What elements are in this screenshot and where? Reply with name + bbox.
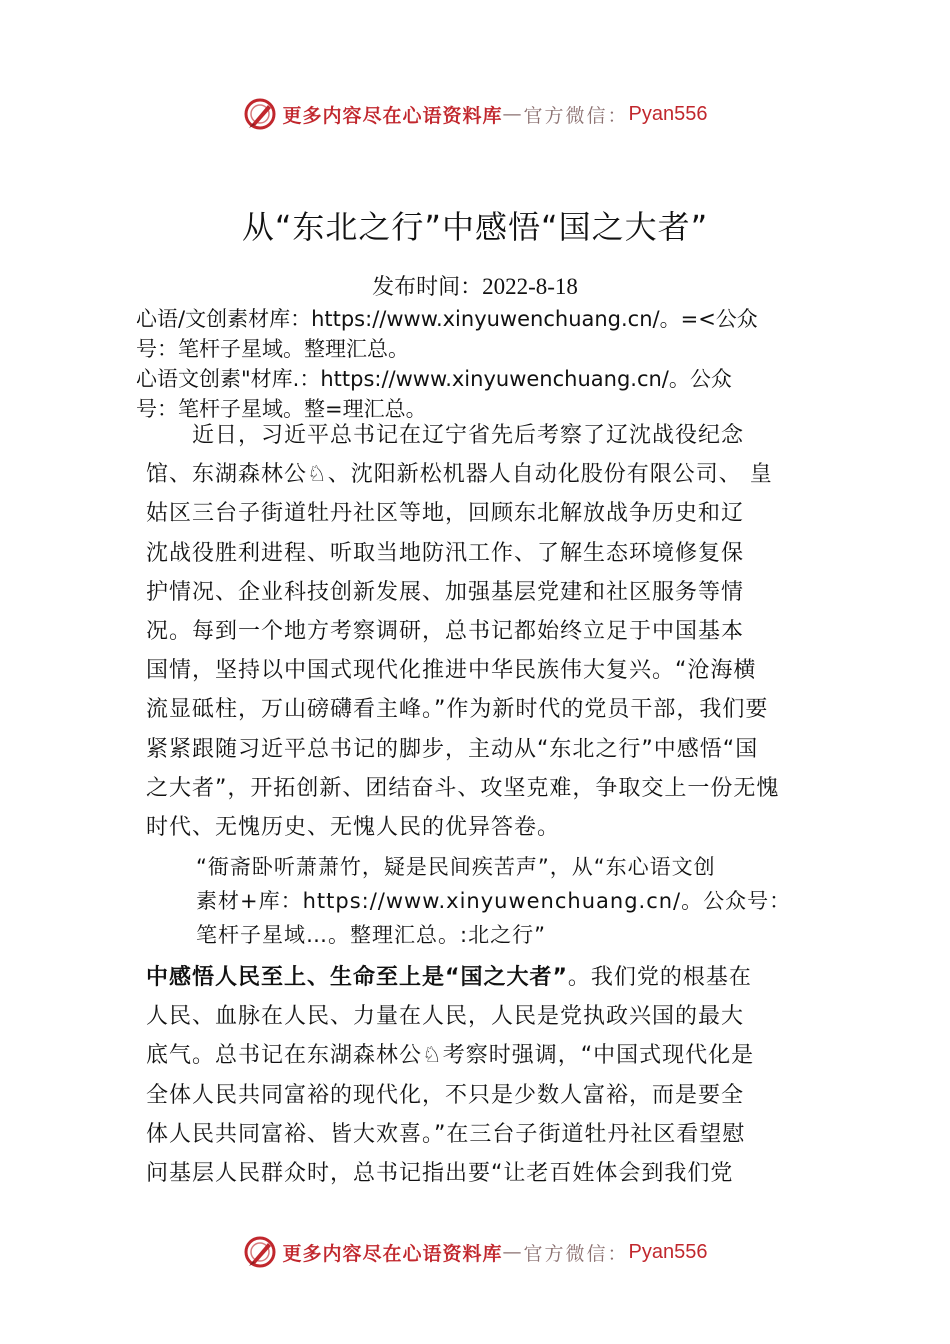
source-note-line: 心语文创素"材库.：https://www.xinyuwenchuang.cn/。公众 <box>136 367 732 391</box>
paragraph-line: 流显砥柱，万山磅礴看主峰。”作为新时代的党员干部，我们要 <box>146 697 769 723</box>
paragraph-line <box>146 958 754 997</box>
publish-time-label: 发布时间： <box>372 275 483 300</box>
footer-banner <box>0 1232 950 1272</box>
banner-wechat-id: Pyan556 <box>628 1240 708 1263</box>
source-note-1 <box>136 304 846 364</box>
paragraph-line: “衙斋卧听萧萧竹，疑是民间疾苦声”，从“东心语文创 <box>196 855 716 879</box>
banner-wechat-label: 官方微信： <box>523 104 629 127</box>
paragraph-line: 全体人民共同富裕的现代化，不只是少数人富裕，而是要全 <box>146 1082 745 1108</box>
paragraph-line: 馆、东湖森林公♘、沈阳新松机器人自动化股份有限公司、 皇 <box>146 462 773 488</box>
paragraph-line: 近日，习近平总书记在辽宁省先后考察了辽沈战役纪念 <box>192 423 745 448</box>
paragraph-1 <box>146 416 779 847</box>
banner-dash: — <box>502 1241 524 1263</box>
paragraph-line: 国情，坚持以中国式现代化推进中华民族伟大复兴。“沧海横 <box>146 658 757 684</box>
source-note-line: 号：笔杆子星域。整=理汇总。 <box>136 397 427 421</box>
header-banner <box>0 94 950 134</box>
pen-circle-logo-icon <box>243 1235 277 1269</box>
banner-promo-text: 更多内容尽在心语资料库 <box>282 104 503 127</box>
paragraph-line: 体人民共同富裕、皆大欢喜。”在三台子街道牡丹社区看望慰 <box>146 1121 746 1147</box>
paragraph-line: 人民、血脉在人民、力量在人民，人民是党执政兴国的最大 <box>146 1004 745 1030</box>
paragraph-line: 紧紧跟随习近平总书记的脚步，主动从“东北之行”中感悟“国 <box>146 736 759 762</box>
source-note-2 <box>136 364 846 424</box>
paragraph-line: 况。每到一个地方考察调研，总书记都始终立足于中国基本 <box>146 619 745 645</box>
page-title: 从“东北之行”中感悟“国之大者” <box>241 208 709 246</box>
paragraph-3 <box>146 958 754 1193</box>
paragraph-line: 底气。总书记在东湖森林公♘考察时强调，“中国式现代化是 <box>146 1043 755 1069</box>
section-heading: 中感悟人民至上、生命至上是“国之大者” <box>146 965 568 990</box>
banner-wechat-id: Pyan556 <box>628 102 708 125</box>
paragraph-line: 护情况、企业科技创新发展、加强基层党建和社区服务等情 <box>146 579 745 605</box>
publish-date: 2022-8-18 <box>482 274 578 299</box>
publish-time <box>0 270 950 301</box>
paragraph-line: 沈战役胜利进程、听取当地防汛工作、了解生态环境修复保 <box>146 540 745 566</box>
banner-wechat-label: 官方微信： <box>523 1242 629 1265</box>
paragraph-text: 。我们党的根基在 <box>567 965 752 990</box>
paragraph-2 <box>196 850 791 952</box>
banner-dash: — <box>502 103 524 125</box>
paragraph-line: 素材+库：https://www.xinyuwenchuang.cn/。公众号： <box>196 889 792 913</box>
paragraph-line: 笔杆子星域…。整理汇总。:北之行” <box>196 923 546 947</box>
paragraph-line: 之大者”，开拓创新、团结奋斗、攻坚克难，争取交上一份无愧 <box>146 775 780 801</box>
source-note-line: 心语/文创素材库：https://www.xinyuwenchuang.cn/。=<公众 <box>136 307 758 331</box>
paragraph-line: 问基层人民群众时，总书记指出要“让老百姓体会到我们党 <box>146 1161 734 1187</box>
banner-promo-text: 更多内容尽在心语资料库 <box>282 1242 503 1265</box>
source-note-line: 号：笔杆子星域。整理汇总。 <box>136 337 409 361</box>
paragraph-line: 姑区三台子街道牡丹社区等地，回顾东北解放战争历史和辽 <box>146 501 745 527</box>
pen-circle-logo-icon <box>243 97 277 131</box>
paragraph-line: 时代、无愧历史、无愧人民的优异答卷。 <box>146 815 561 841</box>
